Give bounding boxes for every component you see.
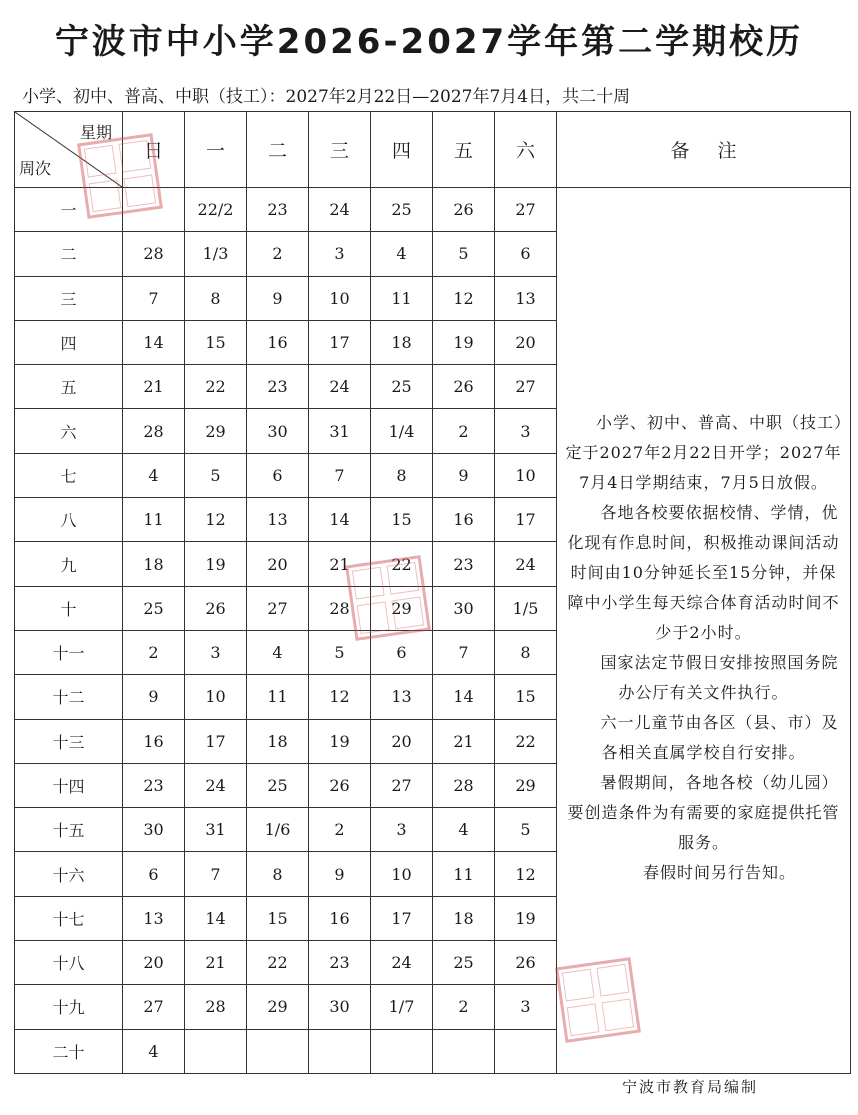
week-axis-label: 周次 bbox=[19, 159, 52, 178]
week-number-cell: 八 bbox=[15, 498, 123, 542]
date-cell: 8 bbox=[495, 630, 557, 674]
week-number-cell: 十七 bbox=[15, 896, 123, 940]
note-paragraph: 六一儿童节由各区（县、市）及各相关直属学校自行安排。 bbox=[600, 713, 839, 763]
date-cell: 26 bbox=[433, 188, 495, 232]
date-cell: 12 bbox=[495, 852, 557, 896]
corner-header bbox=[15, 112, 123, 188]
date-cell: 17 bbox=[309, 320, 371, 364]
date-cell: 27 bbox=[495, 365, 557, 409]
week-number-cell: 十八 bbox=[15, 941, 123, 985]
date-cell: 9 bbox=[123, 675, 185, 719]
date-cell: 3 bbox=[495, 985, 557, 1029]
week-number-cell: 九 bbox=[15, 542, 123, 586]
date-cell: 25 bbox=[433, 941, 495, 985]
weekday-axis-label: 星期 bbox=[79, 123, 112, 142]
date-cell: 25 bbox=[371, 365, 433, 409]
issuer-footer: 宁波市教育局编制 bbox=[622, 1078, 759, 1096]
date-cell: 10 bbox=[371, 852, 433, 896]
notes-header: 备注 bbox=[557, 112, 851, 188]
date-cell: 7 bbox=[123, 276, 185, 320]
date-cell: 18 bbox=[123, 542, 185, 586]
page-title: 宁波市中小学2026-2027学年第二学期校历 bbox=[54, 22, 804, 62]
date-cell: 4 bbox=[371, 232, 433, 276]
date-cell: 17 bbox=[185, 719, 247, 763]
date-cell: 19 bbox=[309, 719, 371, 763]
notes-cell bbox=[557, 188, 851, 1074]
date-cell: 30 bbox=[247, 409, 309, 453]
week-number-cell: 十三 bbox=[15, 719, 123, 763]
date-cell: 20 bbox=[495, 320, 557, 364]
date-cell: 21 bbox=[185, 941, 247, 985]
date-cell: 5 bbox=[185, 453, 247, 497]
date-cell: 6 bbox=[247, 453, 309, 497]
week-number-cell: 十四 bbox=[15, 763, 123, 807]
week-number-cell: 一 bbox=[15, 188, 123, 232]
date-cell: 30 bbox=[123, 808, 185, 852]
date-cell: 27 bbox=[495, 188, 557, 232]
date-cell: 16 bbox=[247, 320, 309, 364]
date-cell bbox=[247, 1029, 309, 1073]
date-cell: 28 bbox=[309, 586, 371, 630]
date-cell: 26 bbox=[433, 365, 495, 409]
note-paragraph: 小学、初中、普高、中职（技工）定于2027年2月22日开学；2027年7月4日学期结束，7月5日放假。 bbox=[565, 413, 843, 493]
date-cell: 24 bbox=[309, 365, 371, 409]
week-number-cell: 二 bbox=[15, 232, 123, 276]
school-calendar-table bbox=[14, 111, 851, 1074]
date-cell: 11 bbox=[371, 276, 433, 320]
date-cell: 23 bbox=[247, 188, 309, 232]
date-cell: 21 bbox=[309, 542, 371, 586]
date-cell: 27 bbox=[123, 985, 185, 1029]
note-paragraph: 各地各校要依据校情、学情，优化现有作息时间，积极推动课间活动时间由10分钟延长至15分钟，并保障中小学生每天综合体育活动时间不少于2小时。 bbox=[567, 503, 840, 643]
date-cell: 27 bbox=[247, 586, 309, 630]
date-cell: 2 bbox=[433, 985, 495, 1029]
date-cell: 19 bbox=[185, 542, 247, 586]
date-cell bbox=[123, 188, 185, 232]
day-header: 四 bbox=[371, 112, 433, 188]
day-header: 六 bbox=[495, 112, 557, 188]
date-cell: 1/6 bbox=[247, 808, 309, 852]
date-cell: 15 bbox=[371, 498, 433, 542]
date-cell: 18 bbox=[247, 719, 309, 763]
week-number-cell: 七 bbox=[15, 453, 123, 497]
date-cell: 3 bbox=[185, 630, 247, 674]
week-number-cell: 三 bbox=[15, 276, 123, 320]
date-cell: 24 bbox=[309, 188, 371, 232]
date-cell: 23 bbox=[123, 763, 185, 807]
date-cell: 26 bbox=[309, 763, 371, 807]
date-cell: 31 bbox=[309, 409, 371, 453]
date-cell: 3 bbox=[371, 808, 433, 852]
day-header: 二 bbox=[247, 112, 309, 188]
date-cell: 25 bbox=[123, 586, 185, 630]
date-cell: 11 bbox=[433, 852, 495, 896]
note-paragraph: 国家法定节假日安排按照国务院办公厅有关文件执行。 bbox=[600, 653, 839, 703]
date-cell: 18 bbox=[433, 896, 495, 940]
date-cell: 6 bbox=[495, 232, 557, 276]
date-cell: 7 bbox=[185, 852, 247, 896]
date-cell: 14 bbox=[433, 675, 495, 719]
date-cell: 11 bbox=[123, 498, 185, 542]
day-header: 一 bbox=[185, 112, 247, 188]
date-cell: 13 bbox=[123, 896, 185, 940]
date-cell: 22 bbox=[371, 542, 433, 586]
week-number-cell: 四 bbox=[15, 320, 123, 364]
date-cell: 1/4 bbox=[371, 409, 433, 453]
week-number-cell: 五 bbox=[15, 365, 123, 409]
date-cell: 4 bbox=[433, 808, 495, 852]
date-cell: 6 bbox=[123, 852, 185, 896]
date-cell: 13 bbox=[495, 276, 557, 320]
date-cell: 2 bbox=[309, 808, 371, 852]
date-cell: 28 bbox=[433, 763, 495, 807]
date-cell: 16 bbox=[123, 719, 185, 763]
date-cell: 10 bbox=[309, 276, 371, 320]
date-cell: 19 bbox=[433, 320, 495, 364]
date-cell: 26 bbox=[495, 941, 557, 985]
date-cell: 26 bbox=[185, 586, 247, 630]
date-cell: 14 bbox=[123, 320, 185, 364]
date-cell: 29 bbox=[495, 763, 557, 807]
date-cell: 5 bbox=[495, 808, 557, 852]
date-cell bbox=[309, 1029, 371, 1073]
week-number-cell: 十六 bbox=[15, 852, 123, 896]
date-cell: 27 bbox=[371, 763, 433, 807]
date-cell: 28 bbox=[123, 232, 185, 276]
date-cell: 21 bbox=[123, 365, 185, 409]
date-cell: 12 bbox=[185, 498, 247, 542]
date-cell: 2 bbox=[247, 232, 309, 276]
date-cell: 9 bbox=[433, 453, 495, 497]
day-header: 日 bbox=[123, 112, 185, 188]
date-cell bbox=[495, 1029, 557, 1073]
date-cell bbox=[371, 1029, 433, 1073]
date-cell: 21 bbox=[433, 719, 495, 763]
date-cell: 15 bbox=[495, 675, 557, 719]
week-number-cell: 六 bbox=[15, 409, 123, 453]
date-cell: 13 bbox=[247, 498, 309, 542]
date-cell: 24 bbox=[185, 763, 247, 807]
date-cell: 16 bbox=[309, 896, 371, 940]
date-cell: 17 bbox=[495, 498, 557, 542]
date-cell: 29 bbox=[247, 985, 309, 1029]
date-cell: 20 bbox=[371, 719, 433, 763]
date-cell: 29 bbox=[371, 586, 433, 630]
date-cell: 3 bbox=[309, 232, 371, 276]
date-cell: 7 bbox=[433, 630, 495, 674]
date-cell: 1/3 bbox=[185, 232, 247, 276]
note-paragraph: 暑假期间，各地各校（幼儿园）要创造条件为有需要的家庭提供托管服务。 bbox=[567, 773, 840, 853]
date-cell: 28 bbox=[185, 985, 247, 1029]
date-cell: 11 bbox=[247, 675, 309, 719]
week-row bbox=[15, 188, 851, 232]
date-cell: 25 bbox=[247, 763, 309, 807]
date-cell: 9 bbox=[309, 852, 371, 896]
date-cell: 4 bbox=[247, 630, 309, 674]
week-number-cell: 十九 bbox=[15, 985, 123, 1029]
calendar-body bbox=[15, 188, 851, 1074]
date-cell: 3 bbox=[495, 409, 557, 453]
date-cell: 15 bbox=[247, 896, 309, 940]
date-cell: 8 bbox=[185, 276, 247, 320]
date-cell: 20 bbox=[247, 542, 309, 586]
date-cell: 17 bbox=[371, 896, 433, 940]
date-cell: 23 bbox=[309, 941, 371, 985]
date-cell: 23 bbox=[247, 365, 309, 409]
date-cell: 2 bbox=[433, 409, 495, 453]
date-cell: 14 bbox=[185, 896, 247, 940]
date-cell: 22/2 bbox=[185, 188, 247, 232]
date-cell: 15 bbox=[185, 320, 247, 364]
date-cell: 23 bbox=[433, 542, 495, 586]
date-cell: 13 bbox=[371, 675, 433, 719]
week-number-cell: 十 bbox=[15, 586, 123, 630]
date-cell bbox=[185, 1029, 247, 1073]
date-cell: 12 bbox=[433, 276, 495, 320]
date-cell: 10 bbox=[495, 453, 557, 497]
date-cell: 25 bbox=[371, 188, 433, 232]
date-cell: 7 bbox=[309, 453, 371, 497]
date-cell: 8 bbox=[247, 852, 309, 896]
date-cell: 16 bbox=[433, 498, 495, 542]
date-cell: 5 bbox=[309, 630, 371, 674]
date-cell: 22 bbox=[247, 941, 309, 985]
note-paragraph: 春假时间另行告知。 bbox=[642, 863, 796, 883]
date-cell bbox=[433, 1029, 495, 1073]
date-cell: 9 bbox=[247, 276, 309, 320]
date-cell: 1/7 bbox=[371, 985, 433, 1029]
week-number-cell: 十一 bbox=[15, 630, 123, 674]
day-header: 五 bbox=[433, 112, 495, 188]
date-cell: 10 bbox=[185, 675, 247, 719]
date-cell: 5 bbox=[433, 232, 495, 276]
date-cell: 29 bbox=[185, 409, 247, 453]
date-cell: 31 bbox=[185, 808, 247, 852]
date-cell: 30 bbox=[309, 985, 371, 1029]
semester-summary: 小学、初中、普高、中职（技工）：2027年2月22日—2027年7月4日，共二十周 bbox=[22, 87, 631, 107]
week-number-cell: 十五 bbox=[15, 808, 123, 852]
day-header: 三 bbox=[309, 112, 371, 188]
date-cell: 4 bbox=[123, 453, 185, 497]
date-cell: 1/5 bbox=[495, 586, 557, 630]
date-cell: 4 bbox=[123, 1029, 185, 1073]
week-number-cell: 二十 bbox=[15, 1029, 123, 1073]
date-cell: 18 bbox=[371, 320, 433, 364]
date-cell: 22 bbox=[495, 719, 557, 763]
date-cell: 19 bbox=[495, 896, 557, 940]
date-cell: 6 bbox=[371, 630, 433, 674]
date-cell: 2 bbox=[123, 630, 185, 674]
date-cell: 24 bbox=[495, 542, 557, 586]
date-cell: 24 bbox=[371, 941, 433, 985]
header-row bbox=[15, 112, 851, 188]
date-cell: 14 bbox=[309, 498, 371, 542]
date-cell: 12 bbox=[309, 675, 371, 719]
date-cell: 28 bbox=[123, 409, 185, 453]
date-cell: 8 bbox=[371, 453, 433, 497]
week-number-cell: 十二 bbox=[15, 675, 123, 719]
date-cell: 22 bbox=[185, 365, 247, 409]
date-cell: 20 bbox=[123, 941, 185, 985]
date-cell: 30 bbox=[433, 586, 495, 630]
